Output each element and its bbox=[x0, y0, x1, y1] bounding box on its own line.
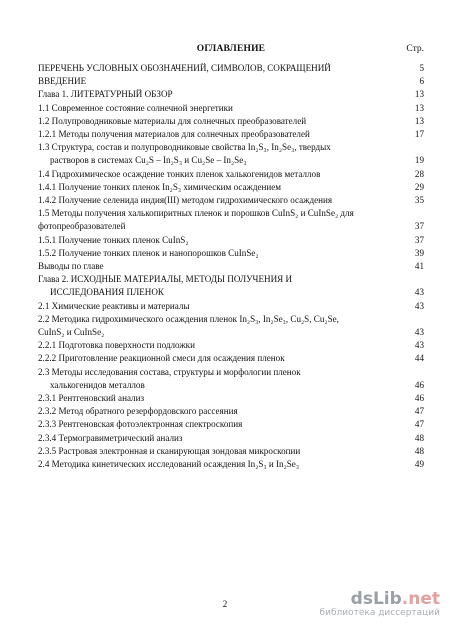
toc-entry bbox=[38, 352, 424, 365]
toc-entry-text: 2.3 Методы исследования состава, структуры и морфологии пленок bbox=[38, 366, 301, 377]
toc-entry-page: 43 bbox=[414, 287, 424, 298]
toc-entry bbox=[38, 62, 424, 75]
toc-entry-text: 1.4.2 Получение селенида индия(III) методом гидрохимического осаждения bbox=[38, 195, 333, 206]
toc-entry bbox=[38, 168, 424, 181]
toc-entry-text: 2.3.3 Рентгеновская фотоэлектронная спектроскопия bbox=[38, 419, 243, 430]
toc-entry-page: 29 bbox=[414, 181, 424, 192]
toc-entry-text: 1.5.2 Получение тонких пленок и нанопорошков CuInSe₂ bbox=[38, 247, 259, 258]
toc-title: ОГЛАВЛЕНИЕ bbox=[196, 44, 266, 54]
toc-entry bbox=[38, 141, 424, 167]
toc-entry-page: 41 bbox=[414, 261, 424, 272]
toc-entry bbox=[38, 181, 424, 194]
toc-entry-text: фотопреобразователей bbox=[38, 221, 126, 232]
toc-entry-text: CuInS₂ и CuInSe₂ bbox=[38, 327, 105, 338]
toc-entry-text: 2.3.1 Рентгеновский анализ bbox=[38, 393, 145, 404]
toc-entry-text: 2.2 Методика гидрохимического осаждения пленок In₂S₃, In₂Se₃, Cu₂S, Cu₂Se, bbox=[38, 313, 339, 324]
toc-entry bbox=[38, 260, 424, 273]
toc-entry-text: 2.3.4 Термогравиметрический анализ bbox=[38, 432, 183, 443]
toc-header bbox=[38, 44, 424, 58]
toc-entry-text: Глава 2. ИСХОДНЫЕ МАТЕРИАЛЫ, МЕТОДЫ ПОЛУЧЕНИЯ И bbox=[38, 274, 293, 285]
toc-entry-page: 37 bbox=[414, 221, 424, 232]
toc-entry-page: 47 bbox=[414, 406, 424, 417]
toc-entry-page: 37 bbox=[414, 234, 424, 245]
toc-entry bbox=[38, 247, 424, 260]
toc-entry-page: 43 bbox=[414, 300, 424, 311]
toc-entry bbox=[38, 313, 424, 339]
page-column-label: Стр. bbox=[406, 44, 424, 54]
toc-entry bbox=[38, 273, 424, 299]
toc-entry bbox=[38, 88, 424, 101]
toc-entry-page: 48 bbox=[414, 445, 424, 456]
toc-entry-text: 2.3.2 Метод обратного резерфордовского рассеяния bbox=[38, 406, 238, 417]
toc-entry bbox=[38, 300, 424, 313]
toc-entry-page: 39 bbox=[414, 247, 424, 258]
toc-entry-page: 13 bbox=[414, 115, 424, 126]
toc-entry-page: 5 bbox=[419, 63, 424, 73]
toc-entry-page: 19 bbox=[414, 155, 424, 166]
toc-entry-page: 46 bbox=[414, 393, 424, 404]
table-of-contents bbox=[38, 62, 424, 471]
toc-entry-text: ПЕРЕЧЕНЬ УСЛОВНЫХ ОБОЗНАЧЕНИЙ, СИМВОЛОВ, СОКРАЩЕНИЙ bbox=[38, 63, 331, 73]
toc-entry-page: 47 bbox=[414, 419, 424, 430]
watermark-subtitle: библиотека диссертаций bbox=[319, 608, 440, 618]
watermark bbox=[320, 590, 440, 619]
toc-entry bbox=[38, 339, 424, 352]
toc-entry-page: 13 bbox=[414, 102, 424, 113]
toc-entry bbox=[38, 194, 424, 207]
toc-entry bbox=[38, 75, 424, 88]
toc-entry-text: ВВЕДЕНИЕ bbox=[38, 76, 87, 87]
toc-entry bbox=[38, 405, 424, 418]
watermark-logo: dsLib.net bbox=[350, 589, 440, 609]
page-number: 2 bbox=[222, 599, 228, 609]
toc-entry-text: 1.4 Гидрохимическое осаждение тонких пленок халькогенидов металлов bbox=[38, 168, 321, 179]
toc-entry-text: 1.2 Полупроводниковые материалы для солнечных преобразователей bbox=[38, 115, 307, 126]
toc-entry-page: 28 bbox=[414, 168, 424, 179]
toc-entry-page: 43 bbox=[414, 327, 424, 338]
toc-entry bbox=[38, 392, 424, 405]
toc-entry bbox=[38, 445, 424, 458]
toc-entry-page: 43 bbox=[414, 340, 424, 351]
toc-entry-page: 44 bbox=[414, 353, 424, 364]
toc-entry-text: 1.3 Структура, состав и полупроводниковые свойства In₂S₃, In₂Se₃, твердых bbox=[38, 142, 331, 153]
toc-entry-text: Выводы по главе bbox=[38, 261, 104, 272]
toc-entry-text: 2.1 Химические реактивы и материалы bbox=[38, 300, 190, 311]
toc-entry-text: 1.1 Современное состояние солнечной энергетики bbox=[38, 102, 233, 113]
toc-entry-page: 17 bbox=[414, 129, 424, 140]
toc-entry-text: 1.5 Методы получения халькопиритных пленок и порошков CuInS₂ и CuInSe₂ для bbox=[38, 208, 354, 219]
toc-entry-text: Глава 1. ЛИТЕРАТУРНЫЙ ОБЗОР bbox=[38, 89, 173, 100]
toc-entry bbox=[38, 207, 424, 233]
toc-entry-page: 46 bbox=[414, 379, 424, 390]
toc-entry bbox=[38, 115, 424, 128]
toc-entry-text: 2.3.5 Растровая электронная и сканирующая зондовая микроскопии bbox=[38, 445, 301, 456]
toc-entry-page: 13 bbox=[414, 89, 424, 100]
toc-entry bbox=[38, 432, 424, 445]
toc-entry-text: 2.2.2 Приготовление реакционной смеси для осаждения пленок bbox=[38, 353, 285, 364]
toc-entry-text: ИССЛЕДОВАНИЯ ПЛЕНОК bbox=[50, 287, 164, 298]
toc-entry bbox=[38, 234, 424, 247]
toc-entry-page: 35 bbox=[414, 195, 424, 206]
toc-entry-page: 6 bbox=[419, 76, 424, 87]
toc-entry bbox=[38, 458, 424, 471]
toc-entry-text: растворов в системах Cu₂S – In₂S₃ и Cu₂Se – In₂Se₃ bbox=[50, 155, 247, 166]
toc-entry bbox=[38, 418, 424, 431]
toc-entry bbox=[38, 128, 424, 141]
toc-entry-page: 48 bbox=[414, 432, 424, 443]
toc-entry-page: 49 bbox=[414, 459, 424, 470]
toc-entry-text: 1.5.1 Получение тонких пленок CuInS₂ bbox=[38, 234, 189, 245]
toc-entry-text: халькогенидов металлов bbox=[50, 379, 145, 390]
toc-entry bbox=[38, 366, 424, 392]
toc-entry-text: 2.4 Методика кинетических исследований осаждения In₂S₃ и In₂Se₃ bbox=[38, 459, 300, 470]
toc-entry bbox=[38, 102, 424, 115]
toc-entry-text: 1.4.1 Получение тонких пленок In₂S₃ химическим осаждением bbox=[38, 181, 282, 192]
toc-entry-text: 1.2.1 Методы получения материалов для солнечных преобразователей bbox=[38, 129, 310, 140]
toc-entry-text: 2.2.1 Подготовка поверхности подложки bbox=[38, 340, 195, 351]
